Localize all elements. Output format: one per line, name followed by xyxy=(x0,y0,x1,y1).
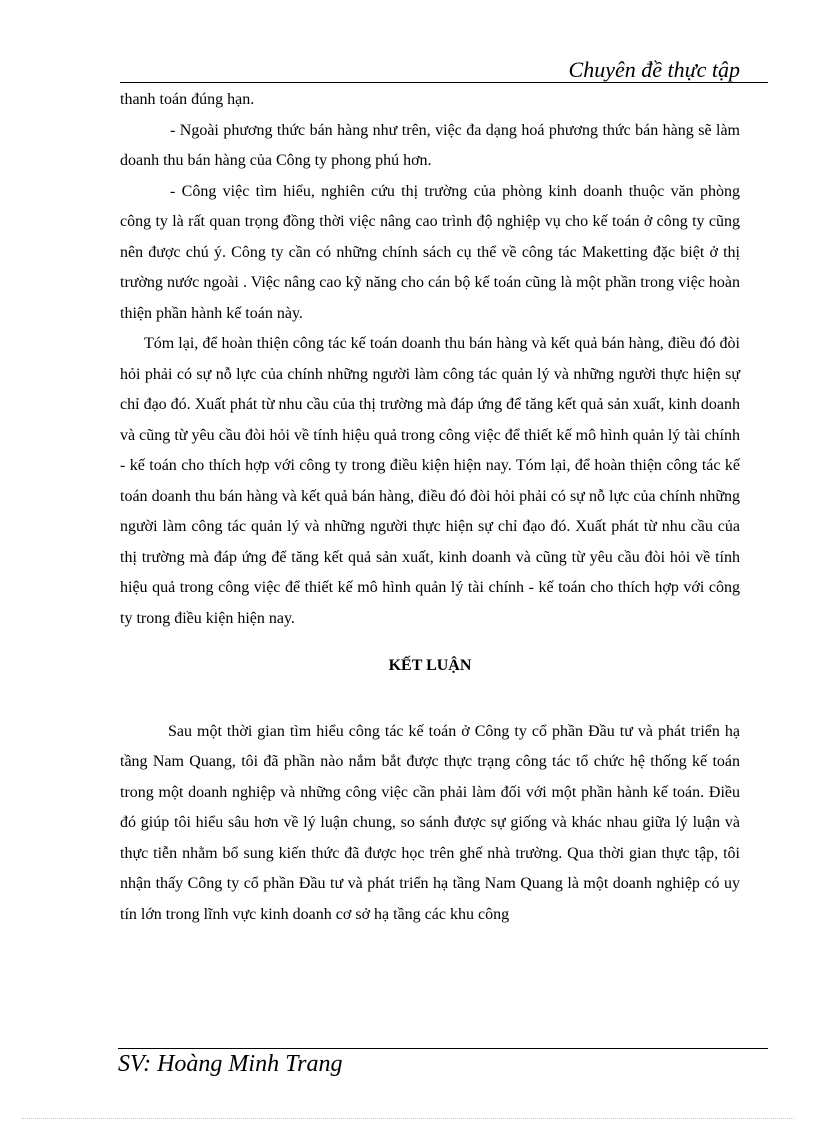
paragraph-conclusion: Sau một thời gian tìm hiểu công tác kế toán ở Công ty cổ phần Đầu tư và phát triển hạ tầng Nam Quang, tôi đã phần nào nắm bắt được thực trạng công tác tổ chức hệ thống kế toán trong một doanh nghiệp và những công việc cần phải làm đối với một phần hành kế toán. Điều đó giúp tôi hiểu sâu hơn về lý luận chung, so sánh được sự giống và khác nhau giữa lý luận và thực tiễn nhằm bổ sung kiến thức đã được học trên ghế nhà trường. Qua thời gian thực tập, tôi nhận thấy Công ty cổ phần Đầu tư và phát triển hạ tầng Nam Quang là một doanh nghiệp có uy tín lớn trong lĩnh vực kinh doanh cơ sở hạ tầng các khu công xyxy=(120,722,740,923)
paragraph-continuation: thanh toán đúng hạn. xyxy=(120,91,255,108)
header-title: Chuyên đề thực tập xyxy=(568,57,740,82)
paragraph-summary: Tóm lại, để hoàn thiện công tác kế toán doanh thu bán hàng và kết quả bán hàng, điều đó đòi hỏi phải có sự nỗ lực của chính những người làm công tác quản lý và những người thực hiện sự chỉ đạo đó. Xuất phát từ nhu cầu của thị trường mà đáp ứng để tăng kết quả sản xuất, kinh doanh và cũng từ yêu cầu đòi hỏi về tính hiệu quả trong công việc để thiết kế mô hình quản lý tài chính - kế toán cho thích hợp với công ty trong điều kiện hiện nay. Tóm lại, để hoàn thiện công tác kế toán doanh thu bán hàng và kết quả bán hàng, điều đó đòi hỏi phải có sự nỗ lực của chính những người làm công tác quản lý và những người thực hiện sự chỉ đạo đó. Xuất phát từ nhu cầu của thị trường mà đáp ứng để tăng kết quả sản xuất, kinh doanh và cũng từ yêu cầu đòi hỏi về tính hiệu quả trong công việc để thiết kế mô hình quản lý tài chính - kế toán cho thích hợp với công ty trong điều kiện hiện nay. xyxy=(120,335,740,627)
document-body xyxy=(120,85,740,930)
paragraph-market-research: - Công việc tìm hiểu, nghiên cứu thị trường của phòng kinh doanh thuộc văn phòng công ty là rất quan trọng đồng thời việc nâng cao trình độ nghiệp vụ cho kế toán ở công ty cũng nên được chú ý. Công ty cần có những chính sách cụ thể về công tác Maketting đặc biệt ở thị trường nước ngoài . Việc nâng cao kỹ năng cho cán bộ kế toán cũng là một phần trong việc hoàn thiện phần hành kế toán này. xyxy=(120,182,740,322)
footer-divider xyxy=(118,1048,768,1049)
page-header xyxy=(120,56,768,83)
footer-student-name: SV: Hoàng Minh Trang xyxy=(118,1051,343,1077)
conclusion-heading: KẾT LUẬN xyxy=(388,657,472,674)
paragraph-sales-methods: - Ngoài phương thức bán hàng như trên, việc đa dạng hoá phương thức bán hàng sẽ làm doanh thu bán hàng của Công ty phong phú hơn. xyxy=(120,121,740,169)
page-edge-divider xyxy=(22,1118,794,1119)
